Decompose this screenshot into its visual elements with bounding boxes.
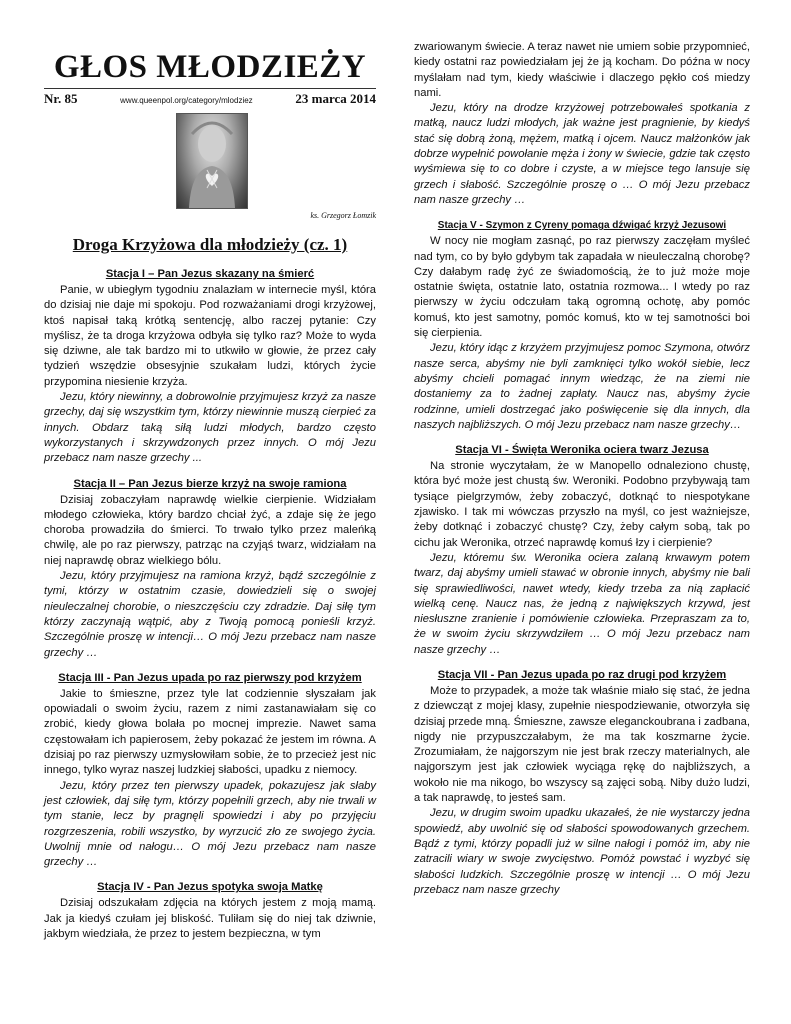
- masthead-meta: [44, 91, 376, 107]
- station-7-reflection: Może to przypadek, a może tak właśnie miało się stać, że jedna z dziewcząt z mojej klasy, zupełnie niespodziewanie, otworzyła się dzisiaj przede mną. Śmieszne, zawsze eleganckoubrana i zadbana, nigdy nie przypuszczałabym, że ma tak koszmarne życie. Zrozumiałam, że najgorszym nie jest brak rzeczy materialnych, ale najgorszym jest jak człowiek wyciąga rękę do najbliższych, a wokoło nie ma nikogo, bo wszyscy są zajęci sobą. Niby dużo ludzi, a tak naprawdę, to jesteś sam.: [414, 684, 750, 805]
- article-title: Droga Krzyżowa dla młodzieży (cz. 1): [72, 235, 348, 254]
- masthead-rule: [44, 88, 376, 89]
- left-column: [44, 40, 376, 942]
- station-3-reflection: Jakie to śmieszne, przez tyle lat codziennie słyszałam jak opowiadali o swoim życiu, razem z nimi zastanawiałam się co zrobić, kiedy głowa bolała po mocnej imprezie. Nawet sama częstowałam ich papierosem, żeby pokazać że jestem im równa. A dzisiaj po raz pierwszy uzmysłowiłam sobie, że to przecież jest nic innego, tylko wyraz naszej ludzkiej słabości, upadku z niemocy.: [44, 687, 376, 777]
- station-5-heading: Stacja V - Szymon z Cyreny pomaga dźwigać krzyż Jezusowi: [437, 220, 727, 232]
- newsletter-title: GŁOS MŁODZIEŻY: [53, 49, 367, 85]
- station-1-prayer: Jezu, który niewinny, a dobrowolnie przyjmujesz krzyż za nasze grzechy, daj się wszystkim tym, którzy niewinnie muszą cierpieć za innych. Obdarz taką siłą ludzi młodych, bardzo często wykorzystanych i skrzywdzonych przez innych. O mój Jezu przebacz nam nasze grzechy ...: [44, 391, 376, 465]
- station-4-reflection-end: zwariowanym świecie. A teraz nawet nie umiem sobie przypomnieć, kiedy ostatni raz powiedziałam jej że ją kocham. Do późna w nocy myślałam nad tym, kiedy właściwie i dlaczego pękło coś miedzy nami.: [414, 41, 750, 99]
- station-6-prayer: Jezu, któremu św. Weronika ociera zalaną krwawym potem twarz, daj abyśmy umieli stawać w obronie innych, abyśmy nie bali się sprawiedliwości, nawet wtedy, kiedy trzeba za nią zapłacić wielką cenę. Naucz nas, że jedną z największych krzywd, jest niesłuszne zranienie i pomówienie człowieka. Przepraszam za to, że w swoim życiu skrzywdziłem … O mój Jezu przebacz nam nasze grzechy …: [414, 551, 750, 656]
- station-3-prayer: Jezu, który przez ten pierwszy upadek, pokazujesz jak słaby jest człowiek, daj siłę tym, którzy popełnili grzech, aby nie trwali w tym stanie, lecz by pragnęli spowiedzi i aby po przyjęciu rozgrzeszenia, robili wszystko, by wyrzucić zło ze swojego życia. Uwolnij mnie od nałogu… O mój Jezu przebacz nam nasze grzechy …: [44, 779, 376, 869]
- station-1-heading: Stacja I – Pan Jezus skazany na śmierć: [105, 268, 315, 280]
- station-6-reflection: Na stronie wyczytałam, że w Manopello odnaleziono chustę, która być może jest chustą św. Weroniki. Podobno przybywają tam tysiące pielgrzymów, żeby zobaczyć, dotknąć to niespotykane zjawisko. I tak mi wówczas przyszło na myśl, co jest ważniejsze, żeby dotknąć i zobaczyć chustę? Czy, żeby całym sobą, tak po cichu jak Weronika, otrzeć naprawdę komuś łzy i cierpienie?: [414, 460, 750, 549]
- station-3-heading: Stacja III - Pan Jezus upada po raz pierwszy pod krzyżem: [58, 671, 362, 684]
- station-1-reflection: Panie, w ubiegłym tygodniu znalazłam w internecie myśl, która do dzisiaj nie daje mi spokoju. Pod rozważaniami drogi krzyżowej, ktoś napisał taką krótką sentencję, albo raczej pytanie: Czy myślisz, że ta droga krzyżowa odbyła się tylko raz? Może to wyda się dziwne, ale tak bardzo mi to utkwiło w głowie, że przez cały tydzień wszędzie obsesyjnie szukałam ludzi, których życie przypomina niesienie krzyża.: [44, 284, 376, 388]
- issue-number: Nr. 85: [44, 91, 78, 106]
- station-5-prayer: Jezu, który idąc z krzyżem przyjmujesz pomoc Szymona, otwórz nasze serca, abyśmy nie byli zamknięci tylko wokół siebie, lecz abyśmy chcieli pomagać innym wiedząc, że na ziemi nie dostaniemy za to żadnej zapłaty. Naucz nas, abyśmy życie rodzinne, umieli dostrzegać jako poświęcenie się dla innych, dla naszych najbliższych. O mój Jezu przebacz nam nasze grzechy…: [414, 342, 750, 431]
- station-6-heading: Stacja VI - Święta Weronika ociera twarz Jezusa: [455, 444, 709, 457]
- station-4-prayer: Jezu, który na drodze krzyżowej potrzebowałeś spotkania z matką, naucz ludzi młodych, jak ważne jest pragnienie, by kiedyś stać się dobrą żoną, mężem, matką i ojcem. Naucz małżonków jak dobrze wypełnić powołanie męża i żony w świecie, gdzie tak często wyśmiewa się to co dobre i czyste, a w miejsce tego lansuje się grzech i słabość. Szczególnie proszę o … O mój Jezu przebacz nam nasze grzechy …: [414, 102, 750, 206]
- jesus-portrait-image: [176, 113, 248, 209]
- station-4-heading: Stacja IV - Pan Jezus spotyka swoja Matkę: [97, 881, 323, 894]
- station-2-reflection: Dzisiaj zobaczyłam naprawdę wielkie cierpienie. Widziałam młodego człowieka, który bardzo chciał żyć, a zdaje się że jego choroba prowadziła do śmierci. To trwało tylko przez maleńką chwilę, ale po raz pierwszy, patrząc na czyjąś twarz, widziałam na niej naprawdę obraz wielkiego bólu.: [44, 493, 376, 567]
- website-url[interactable]: www.queenpol.org/category/mlodziez: [120, 96, 253, 105]
- station-7-heading: Stacja VII - Pan Jezus upada po raz drugi pod krzyżem: [437, 668, 727, 681]
- right-column: [414, 40, 750, 898]
- station-5-reflection: W nocy nie mogłam zasnąć, po raz pierwszy zaczęłam myśleć nad tym, co by było gdybym tak zapadała w nieuleczalną chorobę? Czy dałabym radę żyć ze świadomością, że to już może moje ostatnie święta, ostatnie lato, ostatnia rozmowa... I wtedy po raz pierwszy w życiu odczułam taką ogromną ochotę, aby pomóc komuś, kto jest samotny, pomóc komuś, kto w tej samotności boi się cierpienia.: [414, 235, 750, 340]
- station-4-reflection-start: Dzisiaj odszukałam zdjęcia na których jestem z moją mamą. Jak ja kiedyś czułam jej bliskość. Tuliłam się do niej tak dziwnie, jakbym wiedziała, że przez to jestem bezpieczna, w tym: [44, 897, 376, 940]
- station-2-prayer: Jezu, który przyjmujesz na ramiona krzyż, bądź szczególnie z tymi, którzy w ostatnim czasie, dowiedzieli się o swojej nieuleczalnej chorobie, o nieszczęściu czy zdradzie. Daj siłę tym którzy zaczynają wątpić, aby z Twoją pomocą ponieśli krzyż. Szczególnie proszę w intencji… O mój Jezu przebacz nam nasze grzechy …: [44, 570, 376, 659]
- issue-date: 23 marca 2014: [295, 91, 376, 106]
- station-7-prayer: Jezu, w drugim swoim upadku ukazałeś, że nie wystarczy jedna spowiedź, aby uwolnić się od słabości spowodowanych grzechem. Bądź z tymi, którzy popadli już w silne nałogi i pomóż im, aby nie zatracili wiary w swoje zwycięstwo. Pomóż powstać i wyzbyć się słabości ludzkich. Szczególnie proszę w intencji … O mój Jezu przebacz nam nasze grzechy: [414, 807, 750, 896]
- header-figure: [44, 113, 376, 223]
- author-name: ks. Grzegorz Łomzik: [310, 211, 376, 220]
- station-2-heading: Stacja II – Pan Jezus bierze krzyż na swoje ramiona: [73, 477, 347, 490]
